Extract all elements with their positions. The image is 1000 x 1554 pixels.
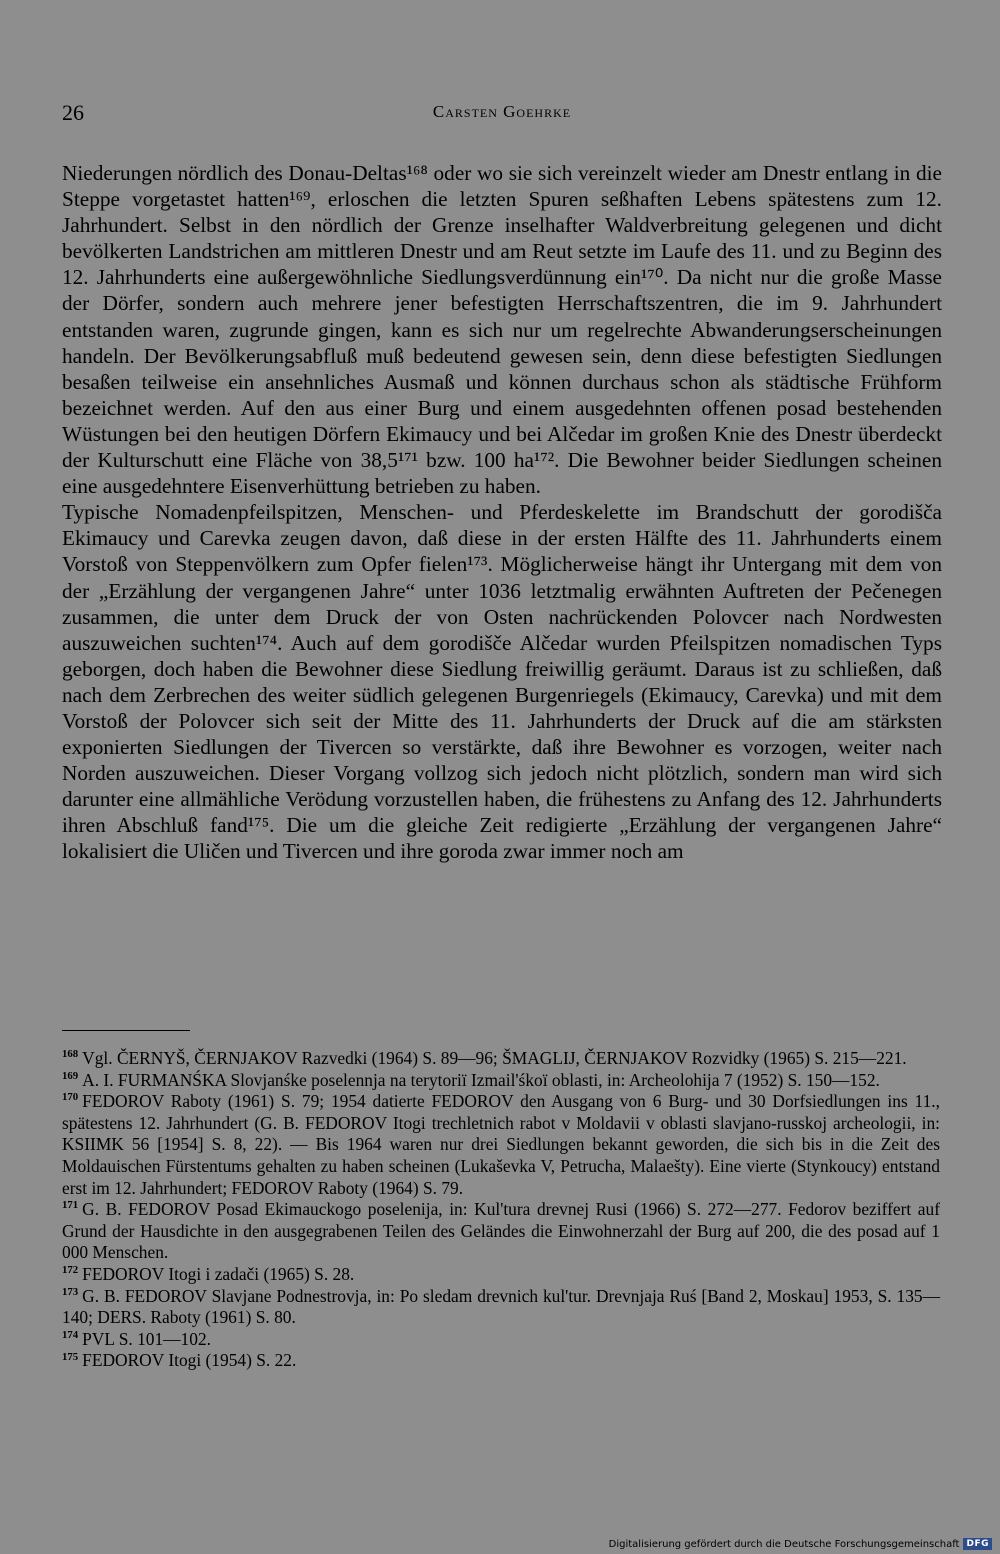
footnote-number: 172 <box>62 1264 79 1277</box>
footnote-number: 173 <box>62 1285 79 1298</box>
footnote-number: 171 <box>62 1199 79 1212</box>
footnote-173 <box>62 1286 940 1329</box>
footnote-number: 168 <box>62 1048 79 1061</box>
footnote-text: Vgl. ČERNYŠ, ČERNJAKOV Razvedki (1964) S. 89—96; ŠMAGLIJ, ČERNJAKOV Rozvidky (1965) S. 215—221. <box>82 1048 907 1068</box>
footnote-172 <box>62 1264 940 1286</box>
footnote-text: G. B. FEDOROV Posad Ekimauckogo poselenija, in: Kul'tura drevnej Rusi (1966) S. 272—277. Fedorov beziffert auf Grund der Hausdichte in den ausgegrabenen Teilen des Geländes die Einwohnerzahl der Burg auf 200, die des posad auf 1 000 Menschen. <box>62 1199 940 1263</box>
digitization-credit <box>609 1538 992 1550</box>
footnote-171 <box>62 1199 940 1264</box>
footnote-174 <box>62 1329 940 1351</box>
footnote-168 <box>62 1048 940 1070</box>
paragraph-2: Typische Nomadenpfeilspitzen, Menschen- und Pferdeskelette im Brandschutt der gorodišča Ekimaucy und Carevka zeugen davon, daß diese in der ersten Hälfte des 11. Jahrhunderts einem Vorstoß von Steppenvölkern zum Opfer fielen¹⁷³. Möglicherweise hängt ihr Untergang mit dem von der „Erzählung der vergangenen Jahre“ unter 1036 letztmalig erwähnten Auftreten der Pečenegen zusammen, die unter dem Druck der von Osten nachrückenden Polovcer nach Nordwesten auszuweichen suchten¹⁷⁴. Auch auf dem gorodišče Alčedar wurden Pfeilspitzen nomadischen Typs geborgen, doch haben die Bewohner diese Siedlung freiwillig geräumt. Daraus ist zu schließen, daß nach dem Zerbrechen des weiter südlich gelegenen Burgenriegels (Ekimaucy, Carevka) und mit dem Vorstoß der Polovcer sich seit der Mitte des 11. Jahrhunderts der Druck auf die am stärksten exponierten Siedlungen der Tivercen so verstärkte, daß ihre Bewohner es vorzogen, weiter nach Norden auszuweichen. Dieser Vorgang vollzog sich jedoch nicht plötzlich, sondern man wird sich darunter eine allmähliche Verödung vorzustellen haben, die frühestens zu Anfang des 12. Jahrhunderts ihren Abschluß fand¹⁷⁵. Die um die gleiche Zeit redigierte „Erzählung der vergangenen Jahre“ lokalisiert die Uličen und Tivercen und ihre goroda zwar immer noch am <box>62 500 942 864</box>
footnote-text: FEDOROV Itogi (1954) S. 22. <box>82 1350 297 1371</box>
body-text <box>62 160 942 865</box>
footnote-number: 169 <box>62 1069 79 1082</box>
page-number: 26 <box>62 100 84 125</box>
footnote-number: 175 <box>62 1350 79 1363</box>
footnote-text: A. I. FURMANŚKA Slovjanśke poselennja na terytoriï Izmail'śkoï oblasti, in: Archeolohija 7 (1952) S. 150—152. <box>82 1069 880 1090</box>
footnote-169 <box>62 1070 940 1092</box>
footnote-170 <box>62 1091 940 1199</box>
credit-text: Digitalisierung gefördert durch die Deutsche Forschungsgemeinschaft <box>608 1538 960 1550</box>
footnotes <box>62 1048 940 1372</box>
footnote-text: G. B. FEDOROV Slavjane Podnestrovja, in: Po sledam drevnich kul'tur. Drevnjaja Ruś [Band 2, Moskau] 1953, S. 135—140; DERS. Raboty (1961) S. 80. <box>62 1285 940 1328</box>
footnote-text: FEDOROV Itogi i zadači (1965) S. 28. <box>82 1263 355 1284</box>
paragraph-1: Niederungen nördlich des Donau-Deltas¹⁶⁸ oder wo sie sich vereinzelt wieder am Dnestr entlang in die Steppe vorgetastet hatten¹⁶⁹, erloschen die letzten Spuren seßhaften Lebens spätestens zum 12. Jahrhundert. Selbst in den nördlich der Grenze inselhafter Waldverbreitung gelegenen und dicht bevölkerten Landstrichen am mittleren Dnestr und am Reut setzte im Laufe des 11. und zu Beginn des 12. Jahrhunderts eine außergewöhnliche Siedlungsverdünnung ein¹⁷⁰. Da nicht nur die große Masse der Dörfer, sondern auch mehrere jener befestigten Herrschaftszentren, die im 9. Jahrhundert entstanden waren, zugrunde gingen, kann es sich nur um regelrechte Abwanderungserscheinungen handeln. Der Bevölkerungsabfluß muß bedeutend gewesen sein, denn diese befestigten Siedlungen besaßen teilweise ein ansehnliches Ausmaß und können durchaus schon als städtische Frühform bezeichnet werden. Auf den aus einer Burg und einem ausgedehnten offenen posad bestehenden Wüstungen bei den heutigen Dörfern Ekimaucy und bei Alčedar im großen Knie des Dnestr überdeckt der Kulturschutt eine Fläche von 38,5¹⁷¹ bzw. 100 ha¹⁷². Die Bewohner beider Siedlungen scheinen eine ausgedehntere Eisenverhüttung betrieben zu haben. <box>62 161 942 499</box>
page-header <box>62 100 942 132</box>
running-head: Carsten Goehrke <box>432 102 572 121</box>
dfg-logo-icon: DFG <box>963 1538 992 1550</box>
footnote-rule <box>62 1030 190 1031</box>
footnote-text: FEDOROV Raboty (1961) S. 79; 1954 datierte FEDOROV den Ausgang von 6 Burg- und 30 Dorfsiedlungen ins 11., spätestens 12. Jahrhundert (G. B. FEDOROV Itogi trechletnich rabot v Moldavii v oblasti slavjano-russkoj archeologii, in: KSIIMK 56 [1954] S. 8, 22). — Bis 1964 waren nur drei Siedlungen bekannt geworden, die sich bis in die Zeit des Moldauischen Fürstentums gehalten zu haben scheinen (Lukaševka V, Petrucha, Malaešty). Eine vierte (Stynkoucy) entstand erst im 12. Jahrhundert; FEDOROV Raboty (1964) S. 79. <box>62 1091 940 1198</box>
footnote-number: 174 <box>62 1328 79 1341</box>
footnote-number: 170 <box>62 1091 79 1104</box>
footnote-text: PVL S. 101—102. <box>82 1328 211 1349</box>
footnote-175 <box>62 1350 940 1372</box>
